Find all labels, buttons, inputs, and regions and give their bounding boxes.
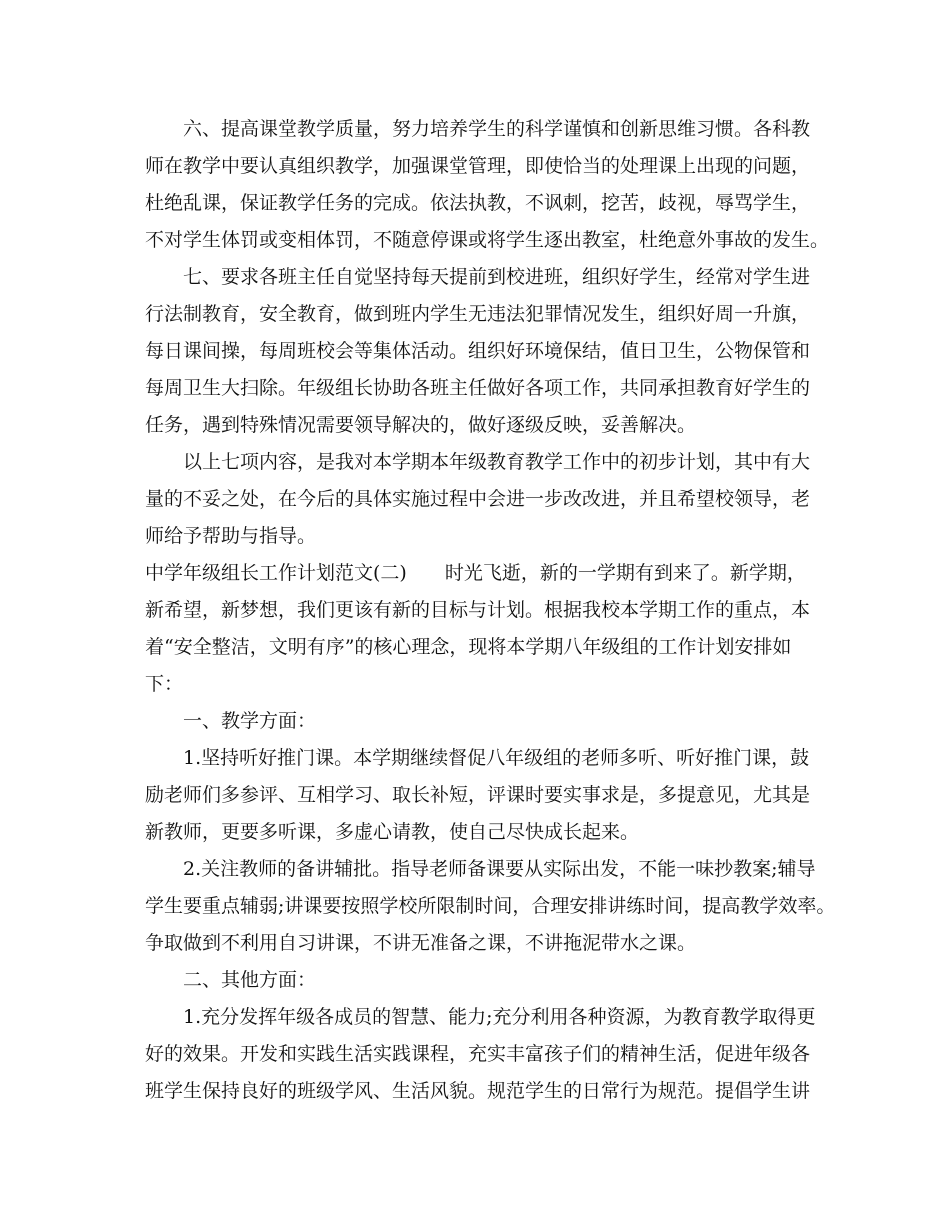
paragraph-line: 学生要重点辅弱;讲课要按照学校所限制时间，合理安排讲练时间，提高教学效率。 [145,895,836,917]
paragraph-line: 新教师，更要多听课，多虚心请教，使自己尽快成长起来。 [145,821,640,843]
paragraph-line: 每周卫生大扫除。年级组长协助各班主任做好各项工作，共同承担教育好学生的 [145,377,811,399]
paragraph-line: 每日课间操，每周班校会等集体活动。组织好环境保结，值日卫生，公物保管和 [145,340,811,362]
paragraph-line: 着“安全整洁，文明有序”的核心理念，现将本学期八年级组的工作计划安排如 [145,636,792,658]
subheading-line: 一、教学方面： [183,710,317,732]
section-title-line: 中学年级组长工作计划范文(二) 时光飞逝，新的一学期有到来了。新学期， [145,562,806,584]
paragraph-line: 不对学生体罚或变相体罚，不随意停课或将学生逐出教室，杜绝意外事故的发生。 [145,229,830,251]
paragraph-line: 七、要求各班主任自觉坚持每天提前到校进班，组织好学生，经常对学生进 [183,266,811,288]
paragraph-line: 2.关注教师的备讲辅批。指导老师备课要从实际出发，不能一味抄教案;辅导 [183,858,816,880]
paragraph-line: 师在教学中要认真组织教学，加强课堂管理，即使恰当的处理课上出现的问题， [145,155,811,177]
paragraph-line: 好的效果。开发和实践生活实践课程，充实丰富孩子们的精神生活，促进年级各 [145,1043,811,1065]
paragraph-line: 任务，遇到特殊情况需要领导解决的，做好逐级反映，妥善解决。 [145,414,697,436]
paragraph-line: 师给予帮助与指导。 [145,525,317,547]
paragraph-line: 杜绝乱课，保证教学任务的完成。依法执教，不讽刺，挖苦，歧视，辱骂学生， [145,192,811,214]
paragraph-line: 争取做到不利用自习讲课，不讲无准备之课，不讲拖泥带水之课。 [145,932,697,954]
paragraph-line: 量的不妥之处，在今后的具体实施过程中会进一步改改进，并且希望校领导，老 [145,488,811,510]
paragraph-line: 班学生保持良好的班级学风、生活风貌。规范学生的日常行为规范。提倡学生讲 [145,1080,811,1102]
paragraph-line: 1.坚持听好推门课。本学期继续督促八年级组的老师多听、听好推门课，鼓 [183,747,810,769]
paragraph-line: 新希望，新梦想，我们更该有新的目标与计划。根据我校本学期工作的重点，本 [145,599,811,621]
paragraph-line: 励老师们多参评、互相学习、取长补短，评课时要实事求是，多提意见，尤其是 [145,784,811,806]
paragraph-line: 行法制教育，安全教育，做到班内学生无违法犯罪情况发生，组织好周一升旗， [145,303,811,325]
subheading-line: 二、其他方面： [183,969,317,991]
paragraph-line: 以上七项内容，是我对本学期本年级教育教学工作中的初步计划，其中有大 [183,451,811,473]
paragraph-line: 六、提高课堂教学质量，努力培养学生的科学谨慎和创新思维习惯。各科教 [183,118,811,140]
document-body [145,116,836,1115]
paragraph-line: 下： [145,673,184,695]
paragraph-line: 1.充分发挥年级各成员的智慧、能力;充分利用各种资源，为教育教学取得更 [183,1006,816,1028]
